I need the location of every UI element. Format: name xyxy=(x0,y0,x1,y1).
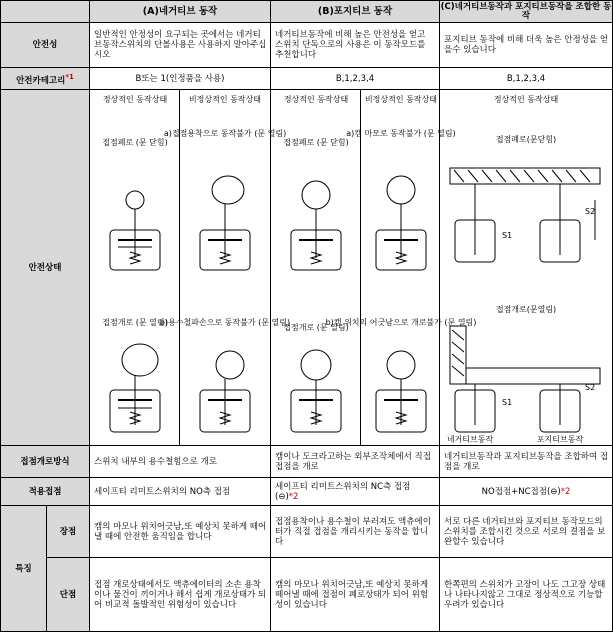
row-label-state: 안전상태 xyxy=(1,90,90,446)
positive-normal-diagram xyxy=(271,90,361,445)
cons-negative: 접점 개로상태에서도 액츄에이터의 소손 용착이나 물건이 끼이거나 해서 쉽게 개로상태가 되어 비교적 돌발적인 위험성이 있습니다 xyxy=(90,558,271,632)
neg-abn-a: a)접점용착으로 동작불가 (문 열림) xyxy=(163,129,287,138)
header-negative: (A)네거티브 동작 xyxy=(90,1,271,23)
contact-combined-text: NO접점+NC접점 xyxy=(481,486,547,497)
neg-normal-closed: 접점폐로 (문 닫힘) xyxy=(102,138,168,147)
contact-negative: 세이프티 리미트스위치의 NO측 접점 xyxy=(90,478,271,506)
row-label-safety: 안전성 xyxy=(1,23,90,68)
safety-positive: 네거티브동작에 비해 높은 안전성을 얻고 스위치 단독으로의 사용은 이 동작모드를 추천합니다 xyxy=(271,23,440,68)
negative-abnormal-diagram xyxy=(159,90,291,445)
contact-positive-symbol: (⊖) xyxy=(275,491,289,502)
neg-caption: 네거티브동작 xyxy=(446,435,494,444)
open-method-negative: 스위치 내부의 용수철힘으로 개로 xyxy=(90,446,271,478)
state-negative-abnormal xyxy=(159,90,291,446)
s2-top: S2 xyxy=(585,207,596,216)
pros-combined: 서로 다른 네거티브와 포지티브 동작모드의 스위치를 조합시킨 것으로 서로의 결점을 보완할수 있습니다 xyxy=(440,506,613,558)
category-combined: B,1,2,3,4 xyxy=(440,68,613,90)
contact-combined-symbol: (⊖) xyxy=(546,486,561,497)
open-method-combined: 네거티브동작과 포지티브동작을 조합하여 접점을 개로 xyxy=(440,446,613,478)
state-combined xyxy=(440,90,613,446)
category-label: 안전카테고리 xyxy=(16,75,66,86)
pros-positive: 접점용착이나 용수철이 부러져도 액츄에이터가 직접 접점을 개리시키는 동작을 합니다 xyxy=(271,506,440,558)
row-label-cons: 단점 xyxy=(47,558,90,632)
pos-caption: 포지티브동작 xyxy=(536,435,584,444)
s1-top: S1 xyxy=(502,231,513,240)
category-positive: B,1,2,3,4 xyxy=(271,68,440,90)
comb-opened: 접점개로(문열림) xyxy=(495,305,557,314)
neg-normal-open: 접점개로 (문 열림) xyxy=(102,318,168,327)
cons-positive: 캠의 마모나 위치어긋남,또 예상치 못하게 떼어낼 때에 접점이 폐로상태가 되어 위험성이 있습니다 xyxy=(271,558,440,632)
pos-abn-head: 비정상적인 동작상태 xyxy=(364,95,438,104)
header-positive: (B)포지티브 동작 xyxy=(271,1,440,23)
pos-abn-b: b)캠 위치의 어긋남으로 개로불가 (문 열림) xyxy=(325,318,477,327)
row-label-contact: 적용접점 xyxy=(1,478,90,506)
cons-combined: 한쪽편의 스위치가 고장이 나도 그고장 상태나 나타나지않고 그대로 정상적으로 기능할 우려가 있습니다 xyxy=(440,558,613,632)
contact-positive-note: *2 xyxy=(288,491,299,502)
contact-combined-note: *2 xyxy=(560,486,571,497)
row-label-category xyxy=(1,68,90,90)
contact-combined xyxy=(440,478,613,506)
svg-text:정상적인 동작상태 xyxy=(103,94,167,104)
safety-negative: 일반적인 안정성이 요구되는 곳에서는 네거티브동작스위치의 단볼사용은 사용하지 말아주십시오 xyxy=(90,23,271,68)
contact-positive xyxy=(271,478,440,506)
neg-normal-head: 정상적인 동작상태 xyxy=(102,95,168,104)
category-note: *1 xyxy=(65,72,74,81)
row-label-pros: 장점 xyxy=(47,506,90,558)
state-positive-normal xyxy=(271,90,361,446)
neg-abn-head: 비정상적인 동작상태 xyxy=(188,95,262,104)
row-label-open-method: 접점개로방식 xyxy=(1,446,90,478)
pos-abn-a: a)캠 마모로 동작불가 (문 열림) xyxy=(346,129,456,138)
combined-diagram xyxy=(440,90,613,445)
pos-normal-open: 접점개로 (문 열림) xyxy=(283,323,349,332)
row-label-features: 특징 xyxy=(1,506,47,632)
header-combined: (C)네거티브동작과 포지티브동작을 조합한 동작 xyxy=(440,1,612,21)
pos-normal-head: 정상적인 동작상태 xyxy=(283,95,349,104)
comb-closed: 접점폐로(문닫힘) xyxy=(495,135,557,144)
corner-cell xyxy=(1,1,90,23)
pos-normal-closed: 접점폐로 (문 닫힘) xyxy=(283,138,349,147)
comb-head: 정상적인 동작상태 xyxy=(493,95,559,104)
neg-abn-b: b)용수철파손으로 동작불가 (문 열림) xyxy=(159,318,291,327)
s2-bottom: S2 xyxy=(585,383,596,392)
state-negative-normal xyxy=(90,90,180,446)
open-method-positive: 캠이나 도크라고하는 외부조작체에서 직접 접점을 개로 xyxy=(271,446,440,478)
negative-normal-diagram xyxy=(90,90,180,445)
category-negative: B또는 1(인정품을 사용) xyxy=(90,68,271,90)
s1-bottom: S1 xyxy=(502,398,513,407)
pros-negative: 캠의 마모나 위치어긋남,또 예상치 못하게 떼어낼 때에 안전한 움직임을 합니다 xyxy=(90,506,271,558)
safety-combined: 포지티브 동작에 비해 더욱 높은 안정성을 얻을수 있습니다 xyxy=(440,23,613,68)
contact-positive-text: 세이프티 리미트스위치의 NC측 접점 xyxy=(275,481,411,492)
